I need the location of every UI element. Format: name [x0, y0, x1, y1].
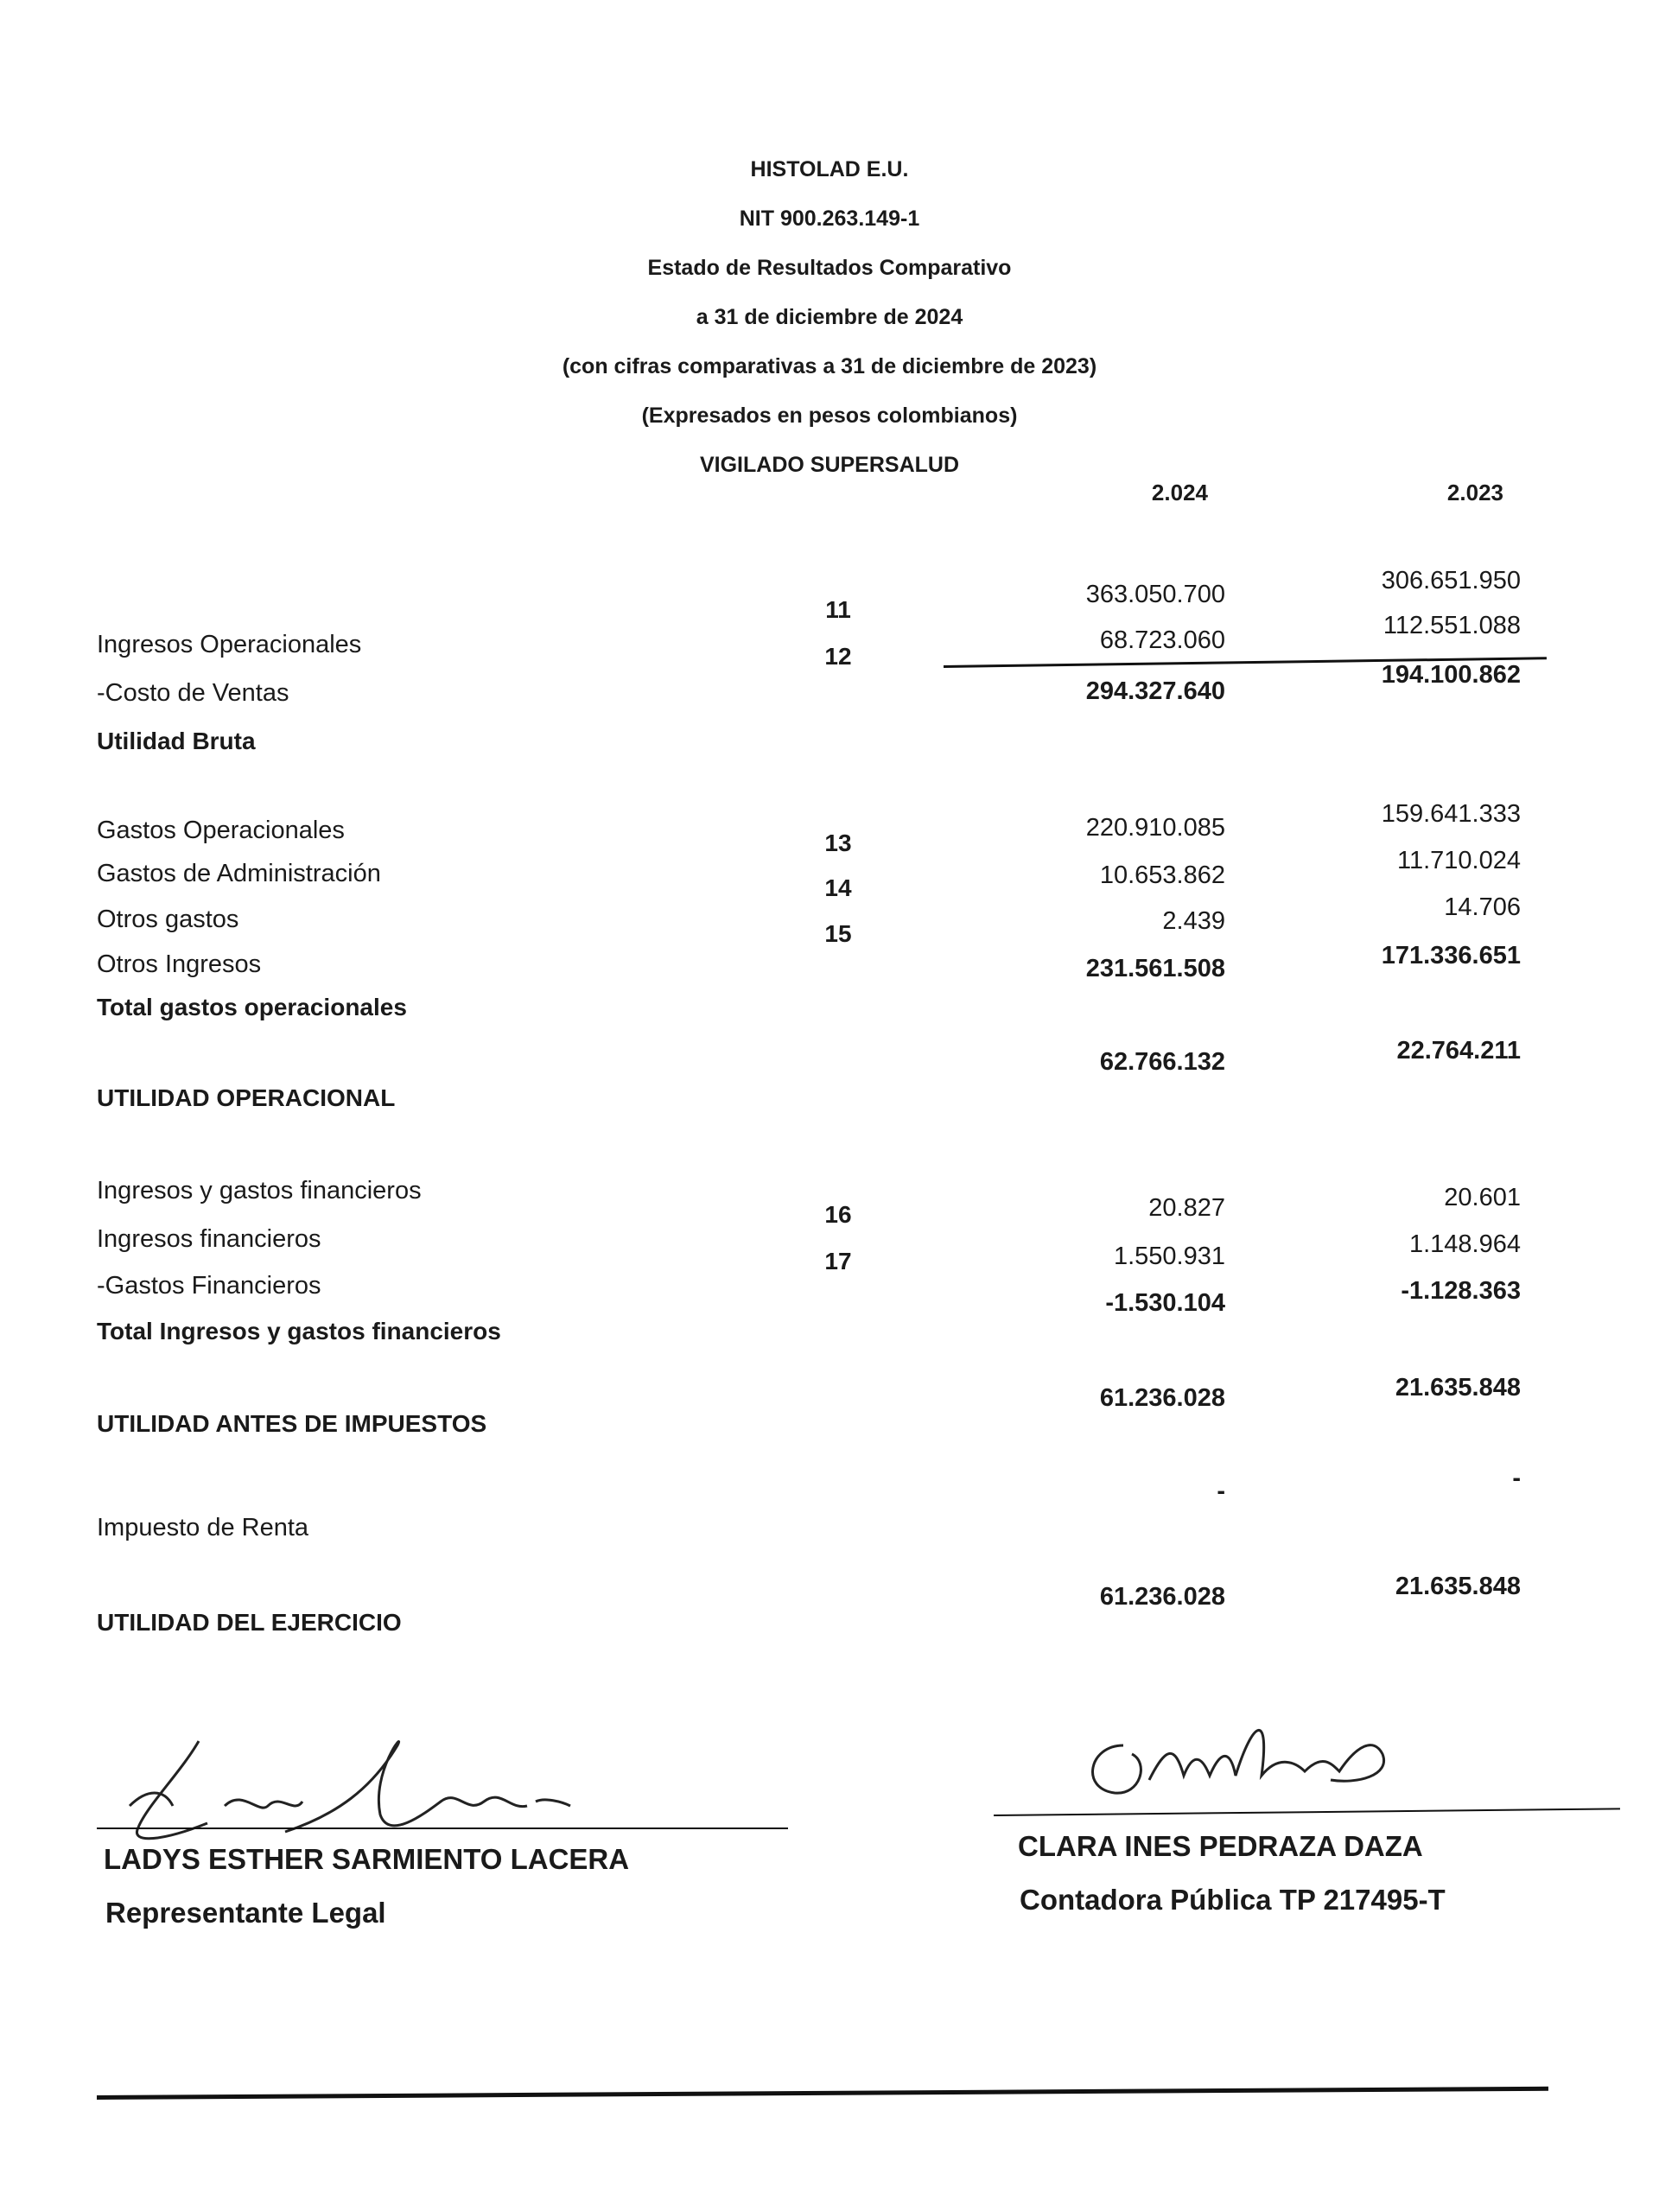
- value-2024: 1.550.931: [1113, 1243, 1225, 1270]
- note-number: 11: [825, 596, 851, 623]
- legal-rep-signature-line: [97, 1827, 788, 1829]
- table-row: [0, 1402, 1659, 1436]
- accountant-role: Contadora Pública TP 217495-T: [1020, 1884, 1446, 1916]
- value-2024: 220.910.085: [1085, 814, 1225, 842]
- value-2023: 194.100.862: [1381, 661, 1521, 689]
- row-label: Otros Ingresos: [97, 950, 262, 978]
- column-header-2024: 2.024: [1151, 480, 1208, 505]
- row-label: -Costo de Ventas: [97, 679, 289, 707]
- value-2024: 61.236.028: [1099, 1384, 1225, 1412]
- value-2024: 20.827: [1148, 1194, 1225, 1222]
- note-number: 13: [824, 830, 852, 856]
- accountant-signature: [1071, 1694, 1400, 1815]
- value-2024: 294.327.640: [1085, 677, 1225, 705]
- comparative-note: (con cifras comparativas a 31 de diciembre de 2023): [562, 354, 1097, 378]
- report-date: a 31 de diciembre de 2024: [696, 305, 963, 329]
- value-2024: 61.236.028: [1099, 1583, 1225, 1611]
- value-2023: -: [1512, 1465, 1521, 1492]
- value-2024: 10.653.862: [1099, 861, 1225, 889]
- document-header: [0, 145, 1659, 490]
- value-2023: 21.635.848: [1395, 1374, 1521, 1402]
- row-label: Total Ingresos y gastos financieros: [97, 1318, 501, 1344]
- currency-note: (Expresados en pesos colombianos): [641, 404, 1018, 428]
- value-2024: 231.561.508: [1085, 955, 1225, 982]
- row-label: Ingresos Operacionales: [97, 631, 362, 658]
- value-2024: 2.439: [1162, 907, 1225, 935]
- value-2023: 11.710.024: [1397, 847, 1521, 874]
- accountant-name: CLARA INES PEDRAZA DAZA: [1018, 1830, 1423, 1862]
- value-2024: 62.766.132: [1099, 1048, 1225, 1076]
- note-number: 15: [824, 920, 852, 947]
- value-2024: -1.530.104: [1105, 1289, 1225, 1317]
- row-label: Gastos de Administración: [97, 860, 381, 887]
- note-number: 14: [824, 874, 852, 901]
- report-title: Estado de Resultados Comparativo: [647, 256, 1012, 280]
- column-header-2023: 2.023: [1446, 480, 1503, 505]
- value-2023: 171.336.651: [1381, 942, 1521, 969]
- row-label: Utilidad Bruta: [97, 728, 256, 754]
- row-label: Ingresos y gastos financieros: [97, 1177, 422, 1205]
- company-name: HISTOLAD E.U.: [750, 157, 909, 181]
- value-2024: -: [1217, 1478, 1225, 1505]
- value-2023: 159.641.333: [1381, 800, 1521, 828]
- table-row: [0, 1600, 1659, 1635]
- table-row: [0, 1076, 1659, 1110]
- row-label: UTILIDAD DEL EJERCICIO: [97, 1609, 402, 1636]
- row-label: UTILIDAD OPERACIONAL: [97, 1084, 396, 1111]
- value-2023: 1.148.964: [1408, 1230, 1521, 1258]
- value-2023: 112.551.088: [1382, 612, 1521, 639]
- supervision-note: VIGILADO SUPERSALUD: [699, 453, 960, 477]
- value-2023: -1.128.363: [1401, 1277, 1521, 1305]
- note-number: 16: [824, 1201, 852, 1228]
- table-row: [0, 1505, 1659, 1540]
- table-row: [0, 719, 1659, 753]
- row-label: Ingresos financieros: [97, 1225, 321, 1253]
- value-2024: 68.723.060: [1099, 626, 1225, 654]
- legal-rep-signature: [112, 1719, 596, 1849]
- value-2023: 20.601: [1444, 1184, 1521, 1211]
- row-label: UTILIDAD ANTES DE IMPUESTOS: [97, 1410, 487, 1437]
- bottom-rule: [97, 2087, 1548, 2100]
- value-2023: 21.635.848: [1395, 1573, 1521, 1600]
- row-label: Impuesto de Renta: [97, 1514, 309, 1541]
- row-label: -Gastos Financieros: [97, 1272, 321, 1300]
- company-nit: NIT 900.263.149-1: [739, 207, 920, 231]
- legal-rep-name: LADYS ESTHER SARMIENTO LACERA: [104, 1843, 630, 1875]
- value-2023: 22.764.211: [1396, 1037, 1521, 1065]
- table-row: [0, 1309, 1659, 1344]
- table-row: [0, 985, 1659, 1020]
- legal-rep-role: Representante Legal: [105, 1897, 386, 1929]
- row-label: Gastos Operacionales: [97, 817, 345, 844]
- row-label: Otros gastos: [97, 906, 239, 933]
- row-label: Total gastos operacionales: [97, 994, 407, 1020]
- value-2024: 363.050.700: [1085, 581, 1225, 608]
- note-number: 12: [824, 643, 852, 670]
- value-2023: 14.706: [1444, 893, 1521, 921]
- note-number: 17: [824, 1248, 852, 1274]
- value-2023: 306.651.950: [1381, 567, 1521, 594]
